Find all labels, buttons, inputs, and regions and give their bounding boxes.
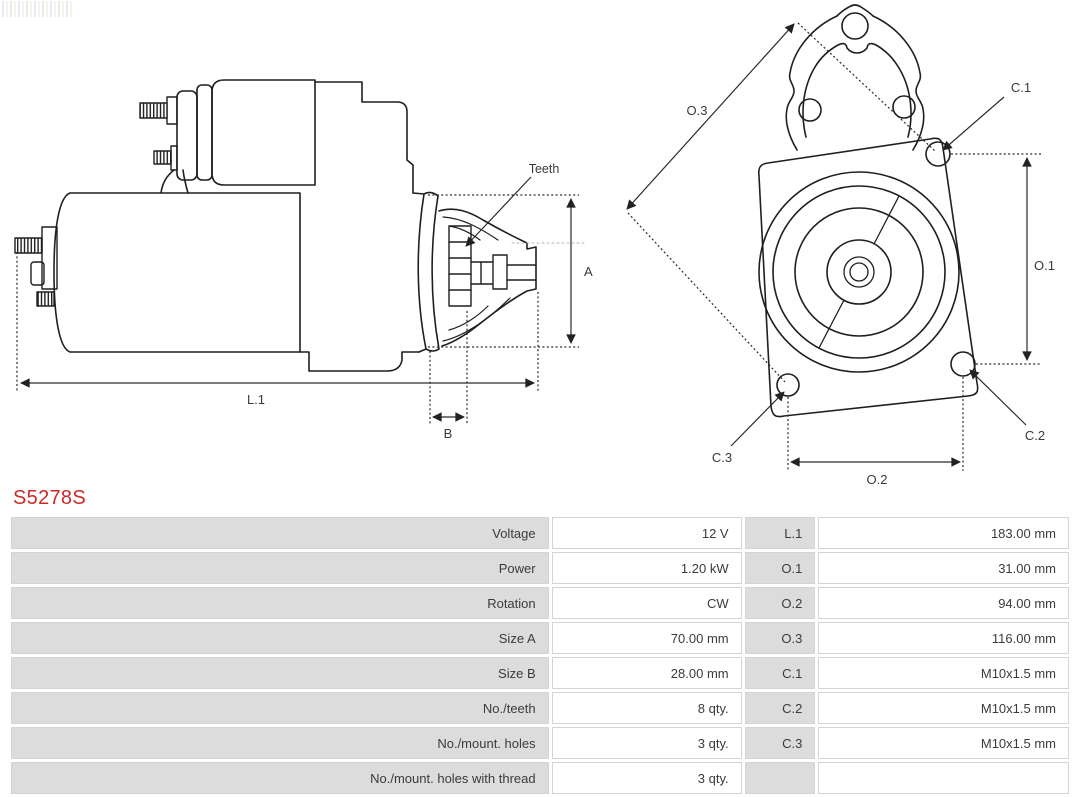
spec-table xyxy=(8,514,1072,797)
teeth-label: Teeth xyxy=(528,162,560,176)
dim-value-cell: M10x1.5 mm xyxy=(818,727,1069,759)
spec-value-cell: 70.00 mm xyxy=(552,622,742,654)
spec-label-cell: Power xyxy=(11,552,549,584)
housing-circles xyxy=(759,172,959,372)
dim-label-a: A xyxy=(584,264,593,279)
spec-value-cell: 28.00 mm xyxy=(552,657,742,689)
bracket-hole-top xyxy=(842,13,868,39)
front-view-drawing xyxy=(759,5,978,417)
spec-label-cell: No./mount. holes with thread xyxy=(11,762,549,794)
teeth-leader-arrow xyxy=(466,177,531,246)
part-number: S5278S xyxy=(13,487,86,509)
c2-leader-arrow xyxy=(970,370,1026,425)
spec-label-cell: No./teeth xyxy=(11,692,549,724)
extension-lines xyxy=(17,195,579,424)
side-view-drawing xyxy=(15,80,584,371)
dim-label-c3: C.3 xyxy=(711,450,733,465)
spec-value-cell: CW xyxy=(552,587,742,619)
spec-label-cell: Size B xyxy=(11,657,549,689)
dim-label-cell: C.2 xyxy=(745,692,816,724)
table-row xyxy=(11,727,1069,759)
dim-label-c2: C.2 xyxy=(1024,428,1046,443)
spec-label-cell: Rotation xyxy=(11,587,549,619)
dim-line-o3 xyxy=(627,24,794,209)
table-row xyxy=(11,622,1069,654)
side-view-dimensions xyxy=(17,177,579,424)
table-row xyxy=(11,587,1069,619)
dim-label-o1: O.1 xyxy=(1034,258,1055,273)
spec-label-cell: Size A xyxy=(11,622,549,654)
table-row xyxy=(11,517,1069,549)
drive-housing xyxy=(300,82,536,371)
c3-leader-arrow xyxy=(731,392,784,446)
dim-label-b: B xyxy=(443,426,453,441)
spec-value-cell: 3 qty. xyxy=(552,727,742,759)
dim-value-cell: 183.00 mm xyxy=(818,517,1069,549)
dim-label-cell xyxy=(745,762,816,794)
dim-label-o2: O.2 xyxy=(866,472,888,487)
dim-value-cell: M10x1.5 mm xyxy=(818,657,1069,689)
dim-value-cell: 31.00 mm xyxy=(818,552,1069,584)
dim-label-cell: O.1 xyxy=(745,552,816,584)
mounting-hole-c1 xyxy=(926,142,950,166)
spec-label-cell: Voltage xyxy=(11,517,549,549)
top-bracket xyxy=(786,5,923,150)
table-row xyxy=(11,762,1069,794)
rear-terminal-studs xyxy=(15,227,57,306)
c1-leader-arrow xyxy=(943,97,1004,150)
dim-label-o3: O.3 xyxy=(686,103,708,118)
spec-value-cell: 3 qty. xyxy=(552,762,742,794)
dim-value-cell: 94.00 mm xyxy=(818,587,1069,619)
mounting-hole-c3 xyxy=(777,374,799,396)
dim-value-cell xyxy=(818,762,1069,794)
solenoid xyxy=(140,80,315,193)
dim-value-cell: 116.00 mm xyxy=(818,622,1069,654)
spec-value-cell: 12 V xyxy=(552,517,742,549)
spec-label-cell: No./mount. holes xyxy=(11,727,549,759)
dim-label-cell: C.1 xyxy=(745,657,816,689)
table-row xyxy=(11,552,1069,584)
dim-label-c1: C.1 xyxy=(1010,80,1032,95)
front-view-dimensions xyxy=(627,23,1041,471)
bracket-hole-right xyxy=(893,96,915,118)
dim-value-cell: M10x1.5 mm xyxy=(818,692,1069,724)
spec-value-cell: 1.20 kW xyxy=(552,552,742,584)
mounting-hole-c2 xyxy=(951,352,975,376)
dim-label-cell: C.3 xyxy=(745,727,816,759)
dim-label-l1: L.1 xyxy=(246,392,266,407)
extension-lines xyxy=(628,23,1041,471)
table-row xyxy=(11,657,1069,689)
table-row xyxy=(11,692,1069,724)
dim-label-cell: O.3 xyxy=(745,622,816,654)
motor-body-outline xyxy=(54,193,300,352)
spec-value-cell: 8 qty. xyxy=(552,692,742,724)
dim-label-cell: O.2 xyxy=(745,587,816,619)
dim-label-cell: L.1 xyxy=(745,517,816,549)
